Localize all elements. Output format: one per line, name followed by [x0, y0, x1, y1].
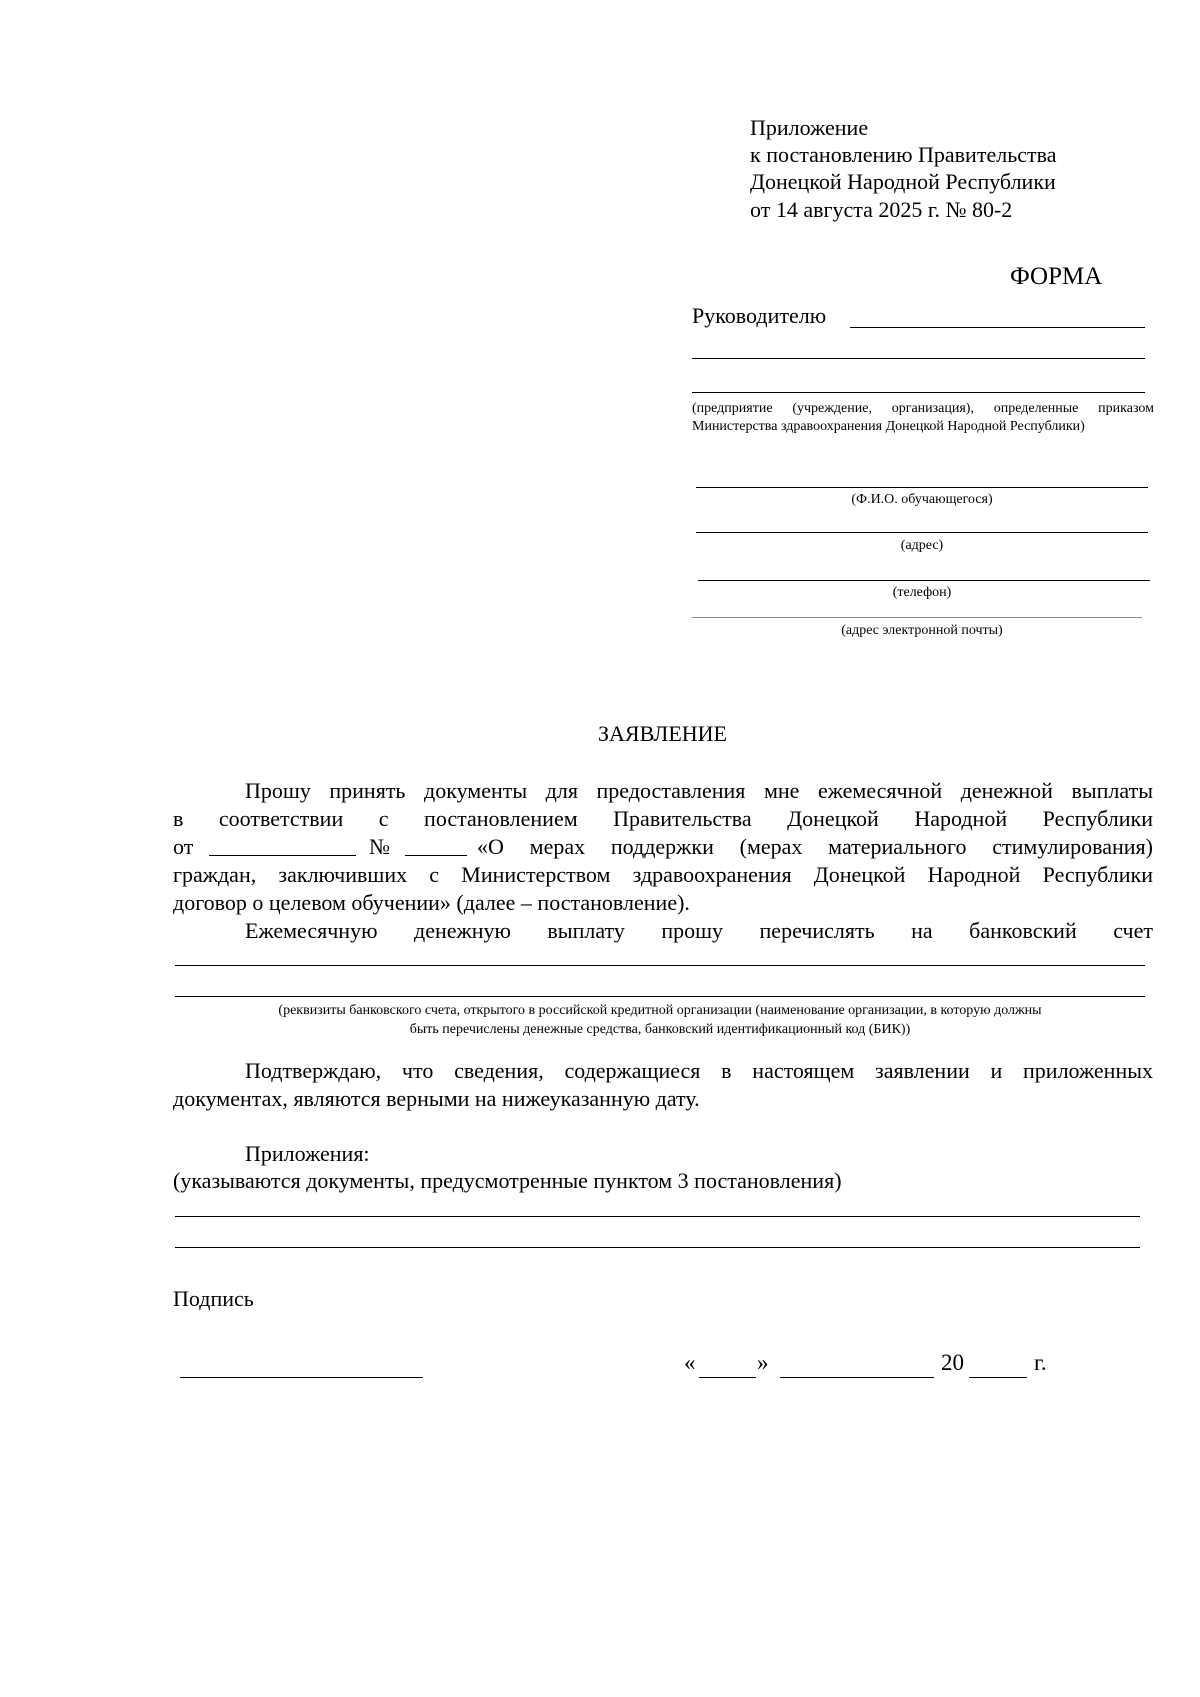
- para1-number-sign: №: [369, 834, 390, 859]
- attachments-field-2[interactable]: [175, 1247, 1140, 1248]
- address-field[interactable]: [696, 532, 1148, 533]
- decree-number-field[interactable]: [405, 855, 467, 856]
- para1-line3-rest: «О мерах поддержки (мерах материального стимулирования): [477, 834, 1153, 859]
- addressee-label: Руководителю: [692, 303, 827, 328]
- document-title: ЗАЯВЛЕНИЕ: [598, 721, 727, 746]
- date-month-field[interactable]: [780, 1377, 934, 1378]
- fio-caption: (Ф.И.О. обучающегося): [851, 492, 993, 507]
- para3-line2: документах, являются верными на нижеуказанную дату.: [173, 1086, 700, 1111]
- signature-label: Подпись: [173, 1286, 254, 1311]
- para2-line1: Ежемесячную денежную выплату прошу перечислять на банковский счет: [245, 918, 1153, 943]
- appendix-label: Приложение: [750, 115, 869, 140]
- attachments-label: Приложения:: [245, 1141, 370, 1166]
- attachments-field-1[interactable]: [175, 1216, 1140, 1217]
- date-quote-close: »: [757, 1350, 769, 1375]
- org-caption: (предприятие (учреждение, организация), определенные приказом Министерства здравоохранения Донецкой Народной Республики): [692, 401, 1154, 434]
- para1-line1: Прошу принять документы для предоставления мне ежемесячной денежной выплаты: [245, 778, 1153, 803]
- form-label: ФОРМА: [1010, 263, 1103, 290]
- para1-line5: договор о целевом обучении» (далее – постановление).: [173, 890, 690, 915]
- phone-caption: (телефон): [892, 585, 952, 600]
- email-field[interactable]: [692, 617, 1142, 618]
- date-year-suffix: г.: [1034, 1350, 1047, 1375]
- appendix-date: от 14 августа 2025 г. № 80-2: [750, 197, 1013, 222]
- appendix-ref: к постановлению Правительства: [750, 142, 1057, 167]
- student-fio-field[interactable]: [696, 487, 1148, 488]
- para3-line1: Подтверждаю, что сведения, содержащиеся в настоящем заявлении и приложенных: [245, 1058, 1153, 1083]
- date-day-field[interactable]: [699, 1377, 756, 1378]
- bank-account-field-1[interactable]: [175, 965, 1145, 966]
- bank-caption-line2: быть перечислены денежные средства, банковский идентификационный код (БИК)): [409, 1022, 911, 1037]
- addressee-line-3[interactable]: [692, 392, 1145, 393]
- date-quote-open: «: [684, 1350, 696, 1375]
- para1-from: от: [173, 834, 194, 859]
- bank-caption-line1: (реквизиты банковского счета, открытого в российской кредитной организации (наименование организации, в которую должны: [278, 1003, 1042, 1018]
- appendix-issuer: Донецкой Народной Республики: [750, 169, 1056, 194]
- signature-field[interactable]: [180, 1377, 423, 1378]
- para1-line2: в соответствии с постановлением Правительства Донецкой Народной Республики: [173, 806, 1153, 831]
- email-caption: (адрес электронной почты): [841, 623, 1003, 638]
- date-year-field[interactable]: [969, 1377, 1027, 1378]
- date-year-prefix: 20: [941, 1350, 964, 1375]
- bank-account-field-2[interactable]: [175, 996, 1145, 997]
- attachments-note: (указываются документы, предусмотренные пунктом 3 постановления): [173, 1168, 842, 1193]
- address-caption: (адрес): [900, 538, 944, 553]
- addressee-line-2[interactable]: [692, 358, 1145, 359]
- para1-line4: граждан, заключивших с Министерством здравоохранения Донецкой Народной Республики: [173, 862, 1153, 887]
- addressee-name-field[interactable]: [850, 327, 1145, 328]
- decree-date-field[interactable]: [209, 855, 356, 856]
- phone-field[interactable]: [698, 580, 1150, 581]
